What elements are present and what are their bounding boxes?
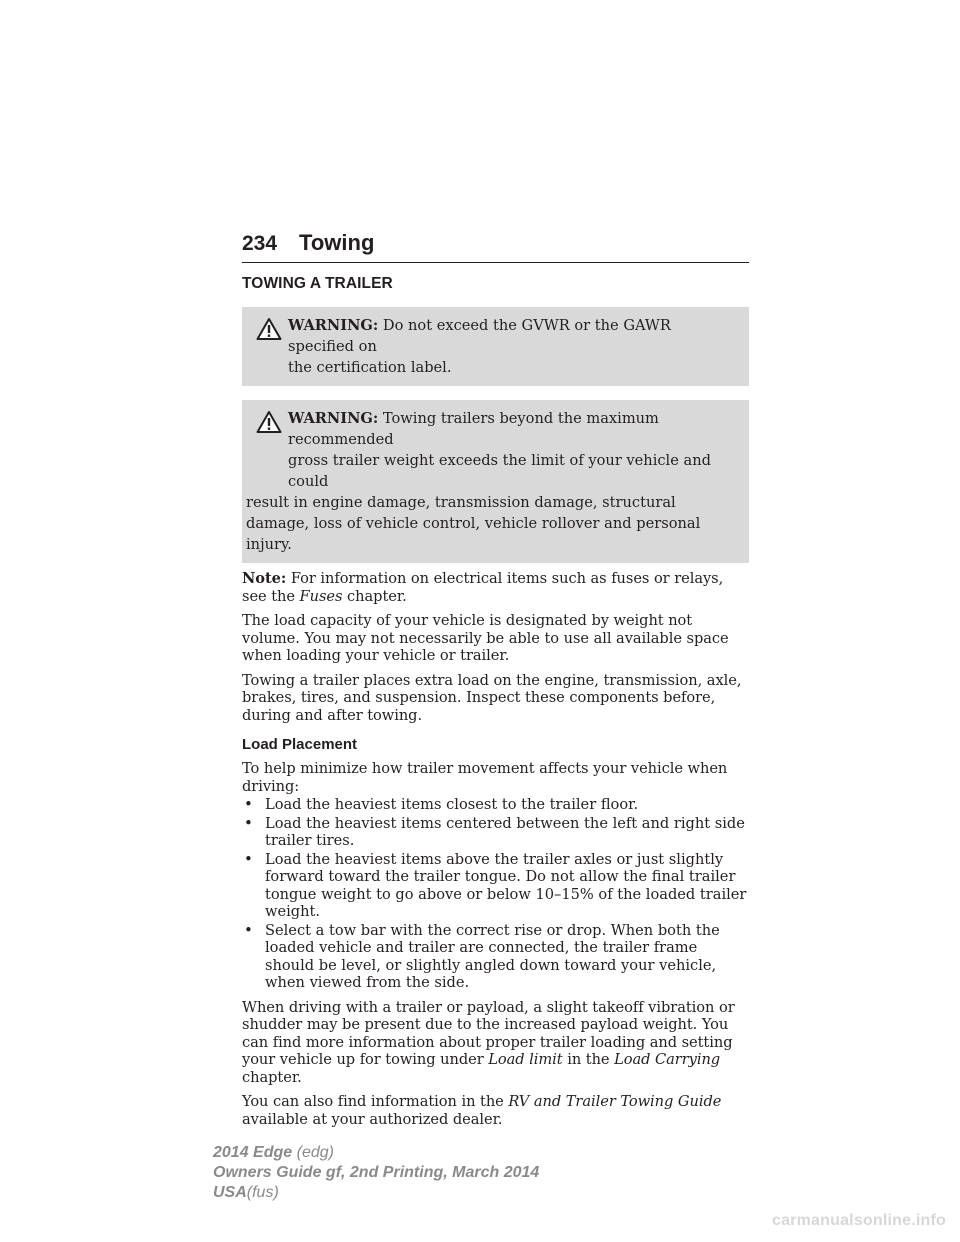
warning-text: the certification label.	[288, 359, 452, 376]
footer-region: USA	[213, 1184, 247, 1201]
towing-guide-reference: RV and Trailer Towing Guide	[508, 1093, 722, 1110]
warning-triangle-icon	[256, 410, 282, 434]
body-paragraph: Towing a trailer places extra load on the engine, transmission, axle, brakes, tires, and suspension. Inspect these components before, during and after towing.	[242, 671, 742, 724]
footer-model: 2014 Edge	[213, 1144, 293, 1161]
bullet-icon: •	[244, 849, 253, 868]
warning-label: WARNING:	[288, 410, 379, 427]
warning-text: Towing trailers beyond the maximum recommended	[288, 410, 659, 448]
body-paragraph: The load capacity of your vehicle is designated by weight not volume. You may not necessarily be able to use all available space when loading your vehicle or trailer.	[242, 612, 729, 664]
load-limit-reference: Load limit	[488, 1051, 563, 1068]
bullet-icon: •	[244, 813, 253, 832]
load-carrying-reference: Load Carrying	[614, 1051, 721, 1068]
warning-text: result in engine damage, transmission damage, structural damage, loss of vehicle control, vehicle rollover and personal injury.	[246, 494, 701, 553]
list-item: • Load the heaviest items closest to the trailer floor.	[244, 795, 639, 813]
watermark: carmanualsonline.info	[771, 1212, 946, 1229]
page-number: 234	[242, 232, 278, 255]
bullet-list	[242, 796, 749, 992]
warning-label: WARNING:	[288, 317, 379, 334]
fuses-reference: Fuses	[299, 587, 343, 605]
note-paragraph: Note: For information on electrical items such as fuses or relays, see the Fuses chapter.	[242, 570, 724, 605]
warning-box	[242, 400, 749, 563]
bullet-icon: •	[244, 920, 253, 939]
chapter-title: Towing	[299, 230, 375, 255]
manual-page	[242, 230, 749, 1128]
page-header	[242, 230, 749, 263]
warning-text: gross trailer weight exceeds the limit of your vehicle and could	[288, 452, 711, 490]
list-item: • Load the heaviest items above the trailer axles or just slightly forward toward the trailer tongue. Do not allow the final trailer tongue weight to go above or below 10–15% of the loaded trailer weight.	[244, 849, 747, 920]
body-paragraph: You can also find information in the RV and Trailer Towing Guide available at your authorized dealer.	[242, 1093, 722, 1128]
body-paragraph: When driving with a trailer or payload, a slight takeoff vibration or shudder may be present due to the increased payload weight. You can find more information about proper trailer loading and setting your vehicle up for towing under Load limit in the Load Carrying chapter.	[242, 998, 735, 1086]
section-title: TOWING A TRAILER	[242, 275, 393, 292]
warning-box	[242, 307, 749, 386]
warning-triangle-icon	[256, 317, 282, 341]
body-paragraph: To help minimize how trailer movement affects your vehicle when driving:	[242, 760, 728, 795]
list-item: • Select a tow bar with the correct rise or drop. When both the loaded vehicle and trailer are connected, the trailer frame should be level, or slightly angled down toward your vehicle, when viewed from the side.	[244, 920, 720, 991]
footer-edition: Owners Guide gf, 2nd Printing, March 2014	[213, 1164, 540, 1181]
document-footer: 2014 Edge (edg) Owners Guide gf, 2nd Printing, March 2014 USA(fus)	[213, 1144, 540, 1201]
warning-text: Do not exceed the GVWR or the GAWR specified on	[288, 317, 671, 355]
subsection-heading: Load Placement	[242, 736, 358, 753]
list-item: • Load the heaviest items centered between the left and right side trailer tires.	[244, 813, 745, 849]
bullet-icon: •	[244, 795, 253, 813]
